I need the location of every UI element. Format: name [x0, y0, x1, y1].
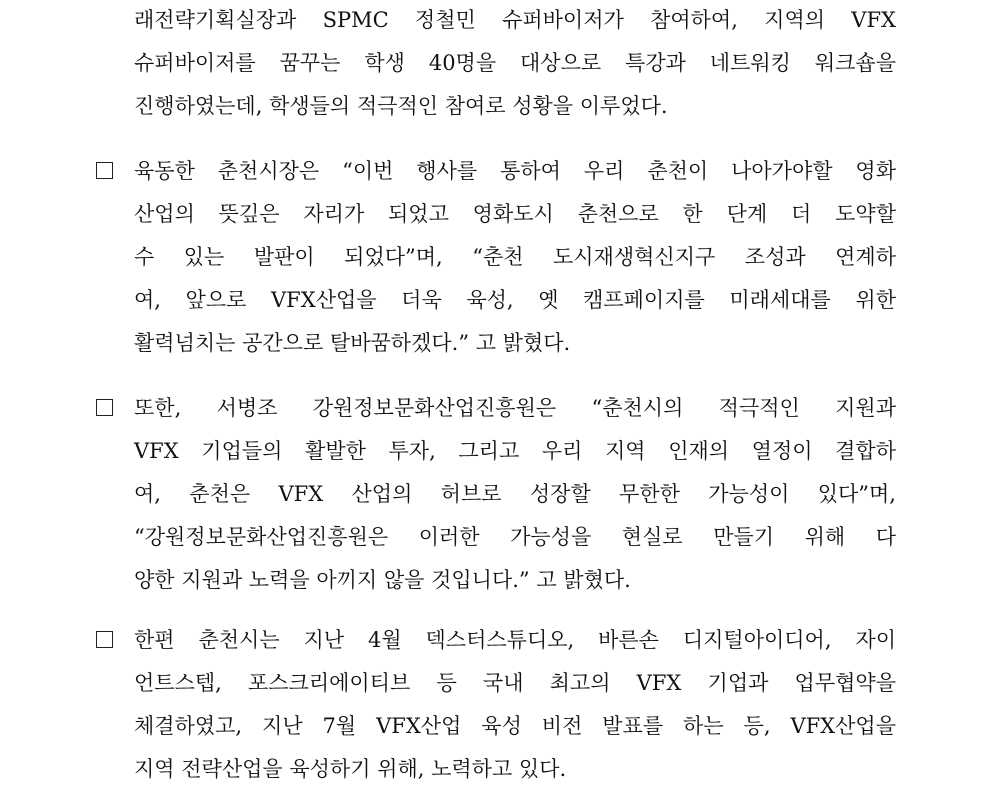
paragraph-line: 여, 춘천은 VFX 산업의 허브로 성장할 무한한 가능성이 있다”며, — [134, 482, 896, 506]
paragraph-line: 활력넘치는 공간으로 탈바꿈하겠다.” 고 밝혔다. — [134, 331, 571, 355]
paragraph-line: 언트스텝, 포스크리에이티브 등 국내 최고의 VFX 기업과 업무협약을 — [134, 671, 896, 695]
paragraph-line: 지역 전략산업을 육성하기 위해, 노력하고 있다. — [134, 757, 567, 781]
paragraph-line: 여, 앞으로 VFX산업을 더욱 육성, 옛 캠프페이지를 미래세대를 위한 — [134, 288, 896, 312]
paragraph-line: 육동한 춘천시장은 “이번 행사를 통하여 우리 춘천이 나아가야할 영화 — [134, 159, 896, 183]
paragraph-line: “강원정보문화산업진흥원은 이러한 가능성을 현실로 만들기 위해 다 — [134, 525, 896, 549]
checkbox-bullet-icon — [96, 399, 113, 416]
paragraph-line: 래전략기획실장과 SPMC 정철민 슈퍼바이저가 참여하여, 지역의 VFX — [134, 8, 896, 32]
paragraph-line: 진행하였는데, 학생들의 적극적인 참여로 성황을 이루었다. — [134, 94, 668, 118]
paragraph-line: 양한 지원과 노력을 아끼지 않을 것입니다.” 고 밝혔다. — [134, 568, 631, 592]
paragraph-line: 수 있는 발판이 되었다”며, “춘천 도시재생혁신지구 조성과 연계하 — [134, 245, 896, 269]
paragraph-line: 또한, 서병조 강원정보문화산업진흥원은 “춘천시의 적극적인 지원과 — [134, 396, 896, 420]
checkbox-bullet-icon — [96, 162, 113, 179]
paragraph-line: 체결하였고, 지난 7월 VFX산업 육성 비전 발표를 하는 등, VFX산업을 — [134, 714, 896, 738]
paragraph-line: 슈퍼바이저를 꿈꾸는 학생 40명을 대상으로 특강과 네트워킹 워크숍을 — [134, 51, 896, 75]
paragraph-line: 한편 춘천시는 지난 4월 덱스터스튜디오, 바른손 디지털아이디어, 자이 — [134, 628, 896, 652]
paragraph-line: VFX 기업들의 활발한 투자, 그리고 우리 지역 인재의 열정이 결합하 — [134, 439, 896, 463]
paragraph-line: 산업의 뜻깊은 자리가 되었고 영화도시 춘천으로 한 단계 더 도약할 — [134, 202, 896, 226]
checkbox-bullet-icon — [96, 631, 113, 648]
